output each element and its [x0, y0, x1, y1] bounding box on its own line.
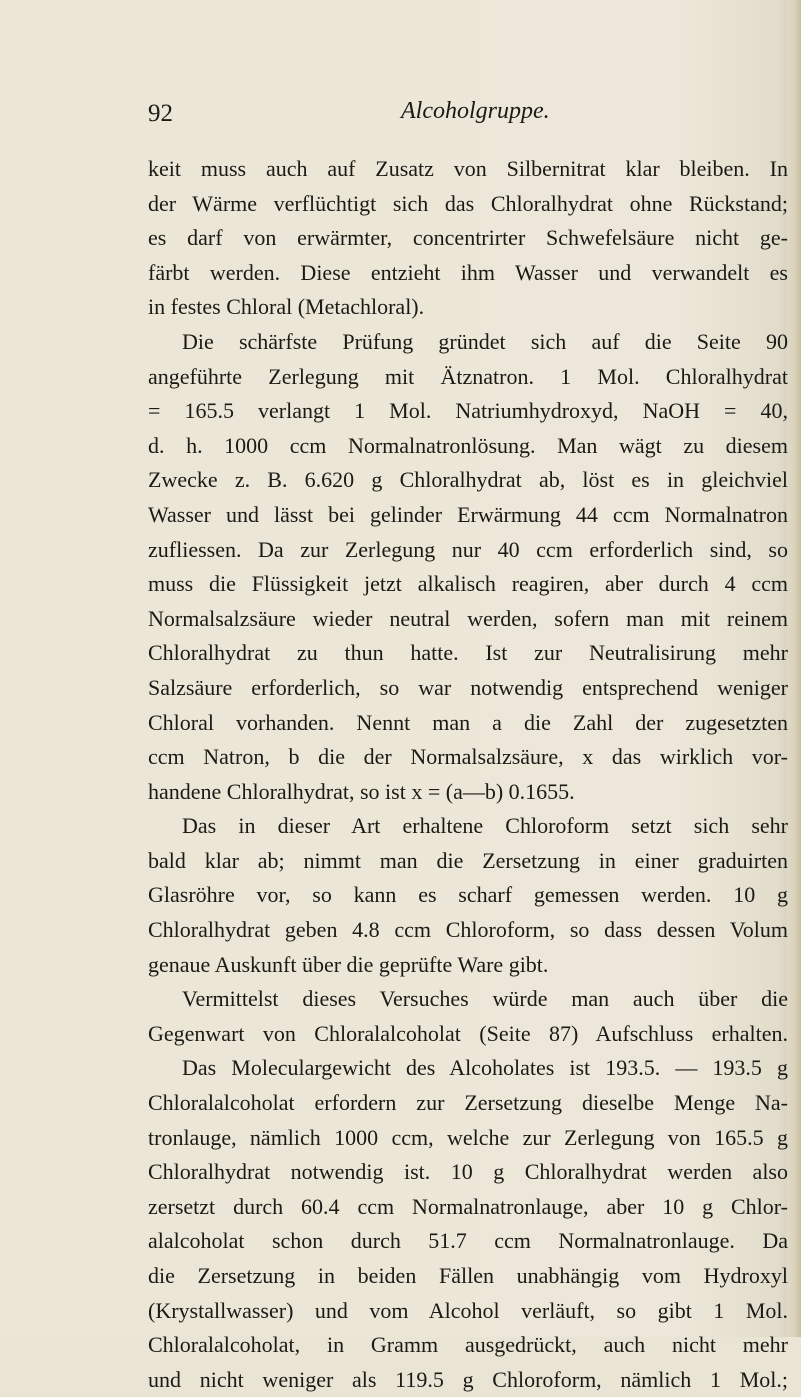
text-line: Glasröhre vor, so kann es scharf gemessen werden. 10 g	[148, 882, 788, 908]
text-line: zufliessen. Da zur Zerlegung nur 40 ccm erforderlich sind, so	[148, 536, 788, 562]
running-head: Alcoholgruppe.	[401, 98, 550, 124]
text-line: Chloralalcoholat erfordern zur Zersetzung dieselbe Menge Na-	[148, 1090, 788, 1116]
text-line: Chloralhydrat zu thun hatte. Ist zur Neutralisirung mehr	[148, 640, 788, 666]
text-line: der Wärme verflüchtigt sich das Chloralhydrat ohne Rückstand;	[148, 190, 788, 216]
text-line: Die schärfste Prüfung gründet sich auf die Seite 90	[182, 328, 788, 354]
text-line: muss die Flüssigkeit jetzt alkalisch reagiren, aber durch 4 ccm	[148, 571, 788, 597]
text-line: ccm Natron, b die der Normalsalzsäure, x das wirklich vor-	[148, 744, 788, 770]
text-line: d. h. 1000 ccm Normalnatronlösung. Man wägt zu diesem	[148, 432, 788, 458]
text-line: angeführte Zerlegung mit Ätznatron. 1 Mol. Chloralhydrat	[148, 363, 788, 389]
text-line: die Zersetzung in beiden Fällen unabhängig vom Hydroxyl	[148, 1263, 788, 1288]
text-line: zersetzt durch 60.4 ccm Normalnatronlauge, aber 10 g Chlor-	[148, 1193, 788, 1219]
text-line: alalcoholat schon durch 51.7 ccm Normalnatronlauge. Da	[148, 1228, 788, 1254]
text-line: und nicht weniger als 119.5 g Chloroform, nämlich 1 Mol.;	[148, 1366, 788, 1392]
body-text	[148, 152, 788, 1397]
text-line: es darf von erwärmter, concentrirter Schwefelsäure nicht ge-	[148, 225, 788, 251]
text-line: Das Moleculargewicht des Alcoholates ist 193.5. — 193.5 g	[182, 1055, 788, 1081]
text-line: Normalsalzsäure wieder neutral werden, sofern man mit reinem	[148, 605, 788, 631]
text-line: Wasser und lässt bei gelinder Erwärmung 44 ccm Normalnatron	[148, 501, 788, 527]
text-line: Chloralalcoholat, in Gramm ausgedrückt, auch nicht mehr	[148, 1332, 788, 1358]
text-line: Chloral vorhanden. Nennt man a die Zahl der zugesetzten	[148, 709, 788, 735]
text-line: Zwecke z. B. 6.620 g Chloralhydrat ab, löst es in gleichviel	[148, 467, 788, 493]
text-line: Gegenwart von Chloralalcoholat (Seite 87) Aufschluss erhalten.	[148, 1020, 788, 1046]
text-line: bald klar ab; nimmt man die Zersetzung in einer graduirten	[148, 847, 788, 873]
text-line: genaue Auskunft über die geprüfte Ware gibt.	[148, 951, 549, 977]
text-line: Das in dieser Art erhaltene Chloroform setzt sich sehr	[182, 813, 788, 839]
text-line: keit muss auch auf Zusatz von Silbernitrat klar bleiben. In	[148, 156, 788, 181]
page-header	[148, 100, 788, 140]
page-edge-shadow	[787, 0, 801, 1337]
text-line: färbt werden. Diese entzieht ihm Wasser und verwandelt es	[148, 259, 788, 285]
text-line: tronlauge, nämlich 1000 ccm, welche zur Zerlegung von 165.5 g	[148, 1124, 788, 1150]
page-number: 92	[148, 100, 173, 127]
text-line: Chloralhydrat geben 4.8 ccm Chloroform, so dass dessen Volum	[148, 917, 788, 943]
text-line: = 165.5 verlangt 1 Mol. Natriumhydroxyd, NaOH = 40,	[148, 398, 788, 424]
text-line: (Krystallwasser) und vom Alcohol verläuft, so gibt 1 Mol.	[148, 1297, 788, 1323]
text-line: handene Chloralhydrat, so ist x = (a—b) 0.1655.	[148, 778, 575, 804]
text-line: Salzsäure erforderlich, so war notwendig entsprechend weniger	[148, 674, 788, 700]
text-line: in festes Chloral (Metachloral).	[148, 294, 425, 320]
text-line: Chloralhydrat notwendig ist. 10 g Chloralhydrat werden also	[148, 1159, 788, 1185]
text-line: Vermittelst dieses Versuches würde man auch über die	[182, 986, 788, 1012]
